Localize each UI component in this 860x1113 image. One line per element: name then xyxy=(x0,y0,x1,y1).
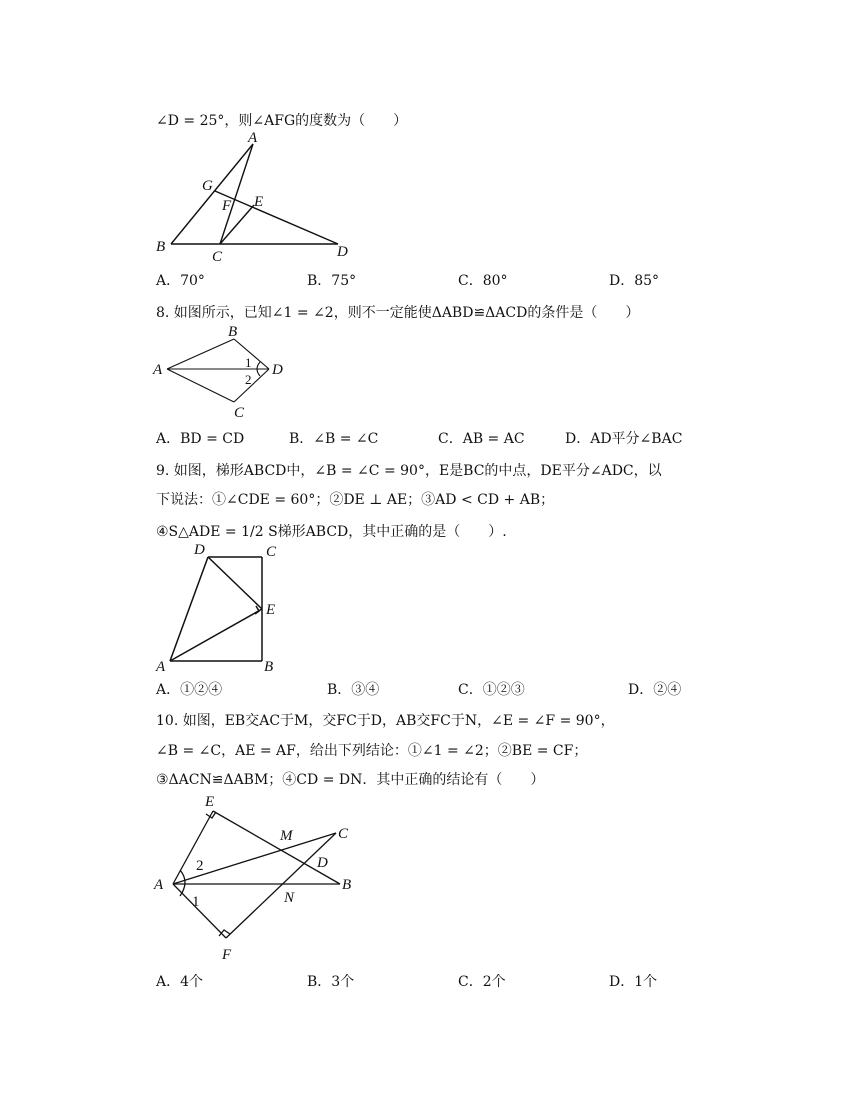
q7-label-g: G xyxy=(202,178,213,194)
q8-option-a[interactable]: A．BD = CD xyxy=(156,431,245,447)
q10-angle-2-label: 2 xyxy=(196,858,204,874)
q8-option-c[interactable]: C．AB = AC xyxy=(438,431,525,447)
q10-label-d: D xyxy=(317,855,328,871)
q8-stem: 8. 如图所示，已知∠1 = ∠2，则不一定能使ΔABD≌ΔACD的条件是（ ） xyxy=(156,305,640,321)
q10-stem-line1: 10. 如图，EB交AC于M，交FC于D，AB交FC于N，∠E = ∠F = 90°， xyxy=(156,713,615,729)
q9-label-d: D xyxy=(194,542,205,558)
q7-label-b: B xyxy=(156,239,166,255)
q10-option-b[interactable]: B．3个 xyxy=(307,974,355,990)
q10-label-c: C xyxy=(338,826,349,842)
q7-label-c: C xyxy=(212,249,223,265)
q8-figure xyxy=(150,322,300,422)
q7-label-a: A xyxy=(248,130,258,146)
q9-option-c[interactable]: C．①②③ xyxy=(458,682,525,698)
q7-option-a[interactable]: A．70° xyxy=(156,273,205,289)
q9-option-b[interactable]: B．③④ xyxy=(327,682,380,698)
q8-option-d[interactable]: D．AD平分∠BAC xyxy=(565,431,683,447)
q10-option-d[interactable]: D．1个 xyxy=(609,974,658,990)
q9-figure xyxy=(150,540,290,675)
q9-label-a: A xyxy=(156,659,166,675)
q7-option-d[interactable]: D．85° xyxy=(609,273,660,289)
q7-stem: ∠D = 25°，则∠AFG的度数为（ ） xyxy=(156,113,408,129)
q9-stem-line2: 下说法：①∠CDE = 60°；②DE ⊥ AE；③AD < CD + AB； xyxy=(156,492,555,508)
q10-label-e: E xyxy=(205,794,215,810)
q10-stem-line3: ③ΔACN≌ΔABM；④CD = DN．其中正确的结论有（ ） xyxy=(156,772,545,788)
q10-label-f: F xyxy=(222,947,232,963)
q8-option-b[interactable]: B．∠B = ∠C xyxy=(289,431,379,447)
q10-angle-1-label: 1 xyxy=(192,894,200,910)
q10-option-a[interactable]: A．4个 xyxy=(156,974,204,990)
q8-label-d: D xyxy=(272,362,283,378)
q10-option-c[interactable]: C．2个 xyxy=(458,974,506,990)
q9-label-c: C xyxy=(266,544,277,560)
q10-label-n: N xyxy=(284,890,295,906)
q10-label-m: M xyxy=(280,828,293,844)
q7-option-c[interactable]: C．80° xyxy=(458,273,508,289)
q9-label-b: B xyxy=(264,659,274,675)
q7-figure xyxy=(150,130,370,265)
q8-label-a: A xyxy=(153,362,163,378)
q7-option-b[interactable]: B．75° xyxy=(307,273,357,289)
q7-label-f: F xyxy=(222,198,232,214)
q7-label-e: E xyxy=(254,194,264,210)
q9-label-e: E xyxy=(266,602,276,618)
q7-label-d: D xyxy=(337,244,348,260)
q10-figure xyxy=(150,790,370,965)
q9-stem-line1: 9. 如图，梯形ABCD中，∠B = ∠C = 90°，E是BC的中点，DE平分∠ADC，以 xyxy=(156,463,662,479)
q9-stem-line3: ④S△ADE = 1/2 S梯形ABCD，其中正确的是（ ）. xyxy=(156,524,507,540)
q8-angle-2-label: 2 xyxy=(245,372,252,387)
q9-option-d[interactable]: D．②④ xyxy=(628,682,682,698)
q8-label-b: B xyxy=(228,324,238,340)
q10-label-a: A xyxy=(154,877,164,893)
q8-angle-1-label: 1 xyxy=(245,355,252,370)
q8-label-c: C xyxy=(234,405,245,421)
q10-stem-line2: ∠B = ∠C，AE = AF，给出下列结论：①∠1 = ∠2；②BE = CF； xyxy=(156,743,588,759)
q10-label-b: B xyxy=(342,877,352,893)
q9-option-a[interactable]: A．①②④ xyxy=(156,682,223,698)
